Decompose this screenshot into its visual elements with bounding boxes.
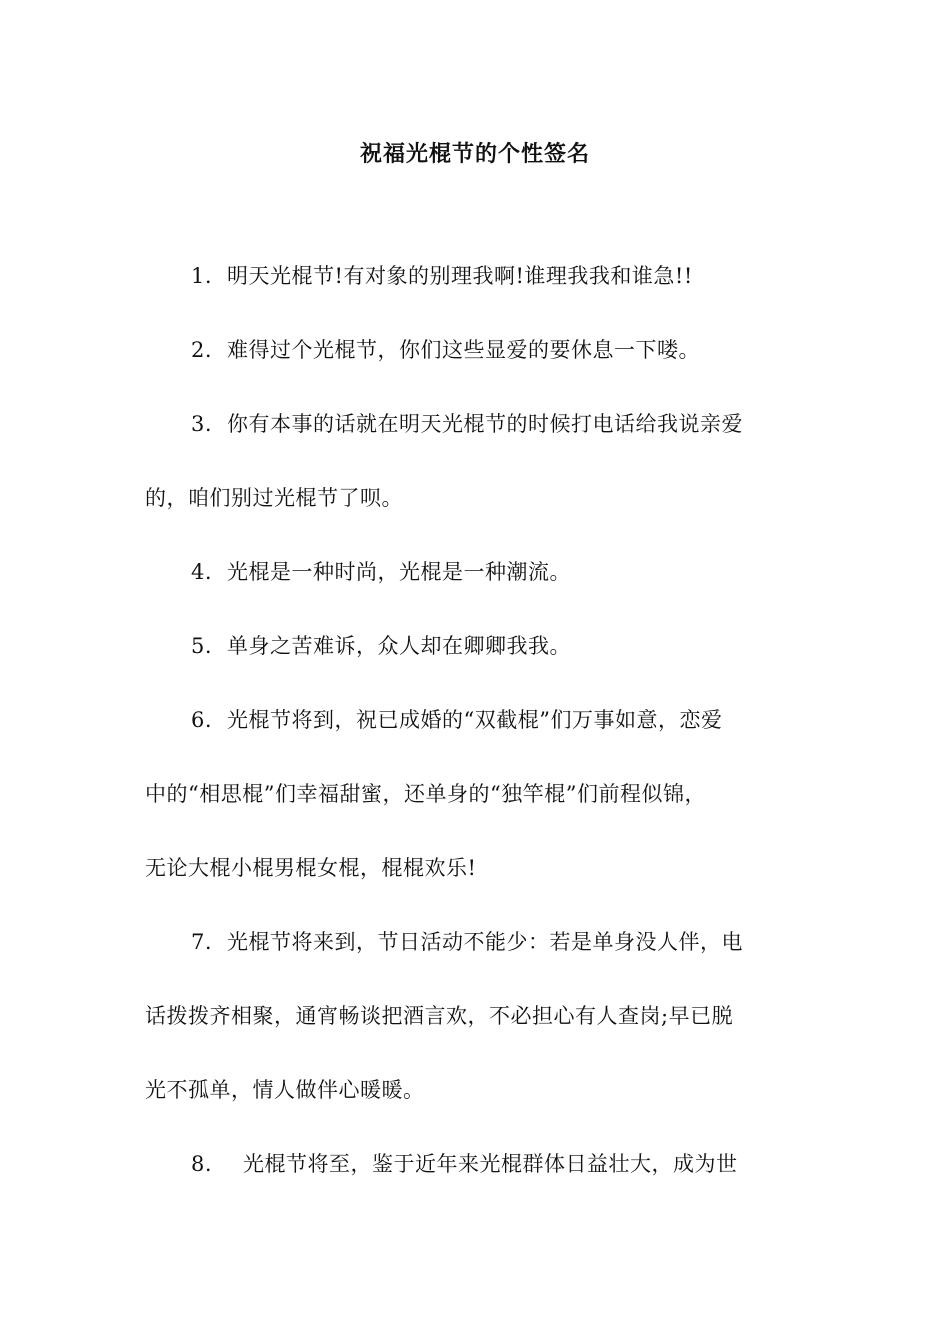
item-text: 单身之苦难诉，众人却在卿卿我我。 — [227, 634, 571, 658]
item-number: 1. — [191, 264, 213, 288]
list-item — [145, 702, 810, 924]
item-text: 难得过个光棍节，你们这些显爱的要休息一下喽。 — [227, 338, 700, 362]
item-text: 光棍是一种时尚，光棍是一种潮流。 — [227, 560, 571, 584]
list-item — [145, 554, 810, 628]
item-text-continuation: 话拨拨齐相聚，通宵畅谈把酒言欢，不必担心有人查岗;早已脱 — [145, 1004, 734, 1028]
item-number: 8. — [191, 1152, 213, 1176]
list-item — [145, 628, 810, 702]
item-number: 3. — [191, 412, 213, 436]
item-text-continuation: 中的“相思棍”们幸福甜蜜，还单身的“独竿棍”们前程似锦， — [145, 782, 706, 806]
document-body — [145, 258, 810, 1220]
item-number: 6. — [191, 708, 213, 732]
item-text: 光棍节将来到，节日活动不能少：若是单身没人伴，电 — [227, 930, 743, 954]
list-item — [145, 1146, 810, 1220]
list-item — [145, 258, 810, 332]
list-item — [145, 332, 810, 406]
item-text: 你有本事的话就在明天光棍节的时候打电话给我说亲爱 — [227, 412, 743, 436]
item-number: 2. — [191, 338, 213, 362]
document-title: 祝福光棍节的个性签名 — [359, 141, 590, 167]
item-text-continuation: 的，咱们别过光棍节了呗。 — [145, 486, 403, 510]
item-text-continuation: 光不孤单，情人做伴心暖暖。 — [145, 1078, 425, 1102]
item-text: 光棍节将到，祝已成婚的“双截棍”们万事如意，恋爱 — [227, 708, 723, 732]
item-number: 5. — [191, 634, 213, 658]
item-number: 4. — [191, 560, 213, 584]
item-text: 明天光棍节!有对象的别理我啊!谁理我我和谁急!! — [227, 264, 693, 288]
item-number: 7. — [191, 930, 213, 954]
item-text-continuation: 无论大棍小棍男棍女棍，棍棍欢乐! — [145, 856, 477, 880]
list-item — [145, 406, 810, 554]
list-item — [145, 924, 810, 1146]
item-text: 光棍节将至，鉴于近年来光棍群体日益壮大，成为世 — [243, 1152, 738, 1176]
